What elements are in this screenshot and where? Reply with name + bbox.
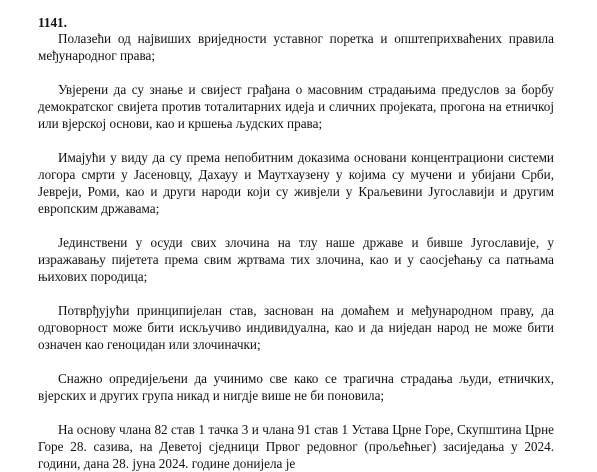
preamble-paragraph-6: Снажно опредијељени да учинимо све како се трагична страдања људи, етничких, вјерских и других група никад и нигдје више не би поновила;: [38, 371, 554, 403]
preamble-paragraph-5: Потврђујући принципијелан став, заснован на домаћем и међународном праву, да одговорност може бити искључиво индивидуална, као и да ниједан народ не може бити означен као геноцидан или злочиначки;: [38, 303, 554, 352]
document-page: [38, 15, 554, 472]
legal-basis-paragraph: На основу члана 82 став 1 тачка 3 и члана 91 став 1 Устава Црне Горе, Скупштина Црне Горе 28. сазива, на Деветој сједници Првог редовног (прољећњег) засиједања у 2024. години, дана 28. јуна 2024. године донијела је: [38, 422, 554, 471]
preamble-paragraph-1: Полазећи од највиших вриједности уставног поретка и општеприхваћених правила међународног права;: [38, 31, 554, 63]
document-number: 1141.: [38, 15, 67, 30]
preamble-paragraph-3: Имајући у виду да су према непобитним доказима основани концентрациони системи логора смрти у Јасеновцу, Дахауу и Маутхаузену у којима су мучени и убијани Срби, Јевреји, Роми, као и други народи који су живјели у Краљевини Југославији и другим европским државама;: [38, 150, 554, 216]
preamble-paragraph-2: Увјерени да су знање и свијест грађана о масовним страдањима предуслов за борбу демократског свијета против тоталитарних идеја и сличних пројеката, прогона на етничкој или вјерској основи, као и кршења људских права;: [38, 82, 554, 131]
preamble-paragraph-4: Јединствени у осуди свих злочина на тлу наше државе и бивше Југославије, у изражавању пијетета према свим жртвама тих злочина, као и у саосјећању са патњама њихових породица;: [38, 235, 554, 284]
